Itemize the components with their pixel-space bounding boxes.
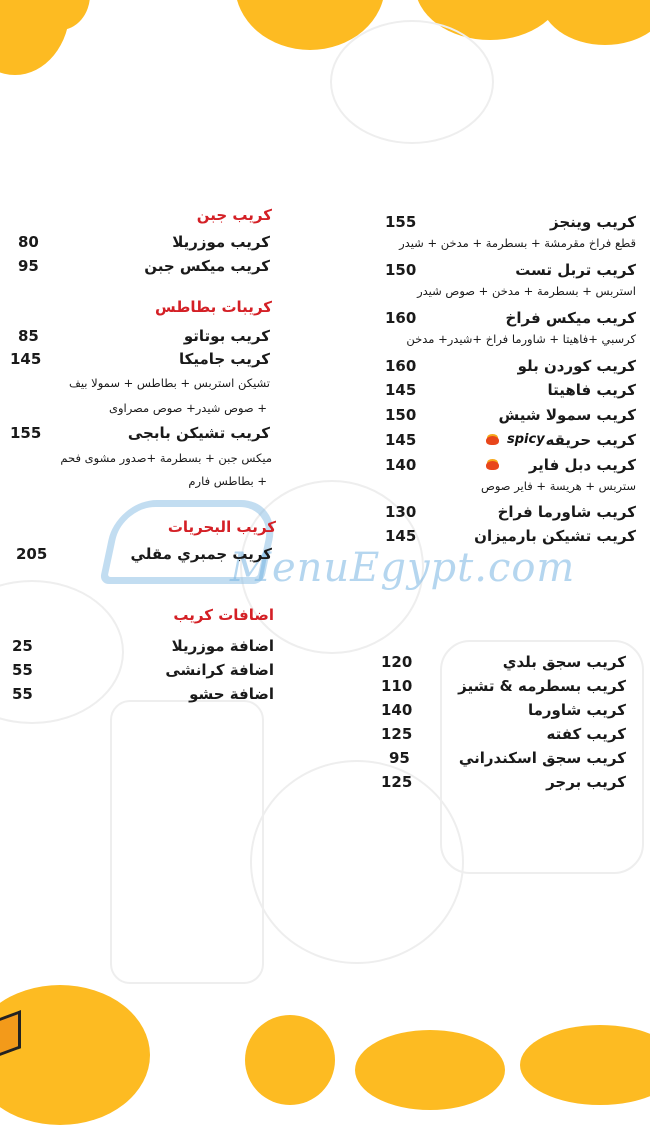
item-description: قطع فراخ مقرمشة + بسطرمة + مدخن + شيدر: [399, 236, 636, 250]
item-price: 150: [385, 261, 417, 279]
menu-item: [330, 258, 636, 282]
menu-item: [330, 378, 636, 402]
item-description: + صوص شيدر+ صوص مصراوى: [108, 401, 267, 415]
yellow-blob-bottom-left: [0, 985, 150, 1125]
item-name: كريب فاهيتا: [547, 381, 636, 399]
item-name: كريب جمبري مقلي: [130, 545, 272, 563]
menu-item: [330, 674, 626, 698]
item-name: كريب دبل فاير: [528, 456, 636, 474]
menu-item: [12, 634, 274, 658]
chili-icon: [486, 436, 499, 445]
menu-item: [330, 453, 636, 477]
item-description: ميكس جبن + بسطرمة +صدور مشوى فحم: [60, 451, 272, 465]
item-name: كريب بوتاتو: [183, 327, 270, 345]
item-name: كريب تشيكن بابجى: [127, 424, 270, 442]
menu-item: [330, 306, 636, 330]
watermark-text: MenuEgypt.com: [230, 545, 576, 591]
menu-item: [330, 524, 636, 548]
item-price: 140: [381, 701, 413, 719]
item-price: 80: [18, 233, 39, 251]
item-price: 95: [18, 257, 39, 275]
item-name: كريب سجق بلدي: [502, 653, 626, 671]
menu-item: [16, 542, 272, 566]
item-price: 55: [12, 661, 33, 679]
item-name: اضافة كرانشى: [165, 661, 274, 679]
section-title-cheese: كريب جبن: [196, 206, 272, 224]
item-price: 150: [385, 406, 417, 424]
item-price: 145: [385, 381, 417, 399]
section-title-extras: اضافات كريب: [173, 606, 274, 624]
item-name: اضافة موزريلا: [171, 637, 274, 655]
item-price: 155: [10, 424, 42, 442]
item-name: كريب برجر: [546, 773, 626, 791]
item-price: 145: [10, 350, 42, 368]
menu-item: [330, 722, 626, 746]
menu-item: [330, 746, 626, 770]
yellow-blob-bottom-center: [245, 1015, 335, 1105]
item-name: كريب شاورما فراخ: [497, 503, 636, 521]
item-name: كريب تشيكن بارميزان: [474, 527, 636, 545]
yellow-blob-bottom-right: [520, 1025, 650, 1105]
item-name: كريب حريقه: [545, 431, 636, 449]
item-price: 140: [385, 456, 417, 474]
item-name: كريب تربل تست: [515, 261, 636, 279]
menu-item: [330, 354, 636, 378]
menu-item: [18, 324, 270, 348]
item-price: 160: [385, 309, 417, 327]
spicy-badge: spicy: [507, 432, 545, 447]
item-price: 155: [385, 213, 417, 231]
menu-item: [330, 428, 636, 452]
item-price: 205: [16, 545, 48, 563]
item-price: 130: [385, 503, 417, 521]
corner-mark: [0, 1010, 21, 1056]
item-price: 145: [385, 527, 417, 545]
item-description: + بطاطس فارم: [188, 474, 267, 488]
item-price: 145: [385, 431, 417, 449]
item-price: 55: [12, 685, 33, 703]
item-name: كريب سجق اسكندراني: [458, 749, 626, 767]
menu-item: [330, 770, 626, 794]
item-price: 125: [381, 773, 413, 791]
item-name: كريب ميكس جبن: [144, 257, 270, 275]
item-name: كريب موزريلا: [172, 233, 270, 251]
menu-item: [10, 421, 270, 445]
chili-icon: [486, 461, 499, 470]
menu-item: [12, 658, 274, 682]
menu-item: [12, 682, 274, 706]
menu-item: [10, 347, 270, 371]
item-name: كريب ميكس فراخ: [505, 309, 636, 327]
sketch-pot: [330, 20, 494, 144]
item-price: 125: [381, 725, 413, 743]
item-name: كريب جاميكا: [179, 350, 270, 368]
section-title-potato: كريبات بطاطس: [155, 298, 272, 316]
item-name: كريب سمولا شيش: [498, 406, 636, 424]
item-description: استربس + بسطرمة + مدخن + صوص شيدر: [417, 284, 636, 298]
menu-item: [18, 230, 270, 254]
item-name: اضافة حشو: [189, 685, 274, 703]
item-description: تشيكن استربس + بطاطس + سمولا بيف: [68, 376, 270, 390]
sketch-glass: [110, 700, 264, 984]
item-name: كريب شاورما: [527, 701, 626, 719]
item-name: كريب وينجز: [549, 213, 636, 231]
item-price: 85: [18, 327, 39, 345]
item-price: 160: [385, 357, 417, 375]
yellow-blob-top-right-2: [540, 0, 650, 45]
section-title-seafood: كريب البحريات: [167, 518, 276, 536]
menu-item: [330, 500, 636, 524]
item-name: كريب بسطرمه & تشيز: [458, 677, 626, 695]
menu-item: [330, 698, 626, 722]
item-price: 95: [389, 749, 410, 767]
menu-item: [330, 210, 636, 234]
yellow-blob-bottom-center-2: [355, 1030, 505, 1110]
item-price: 25: [12, 637, 33, 655]
menu-item: [330, 650, 626, 674]
item-description: ستربس + هريسة + فاير صوص: [480, 479, 636, 493]
item-price: 110: [381, 677, 413, 695]
item-price: 120: [381, 653, 413, 671]
item-description: كرسبي +فاهيتا + شاورما فراخ +شيدر+ مدخن: [406, 332, 636, 346]
item-name: كريب كوردن بلو: [517, 357, 636, 375]
menu-item: [330, 403, 636, 427]
item-name: كريب كفته: [546, 725, 626, 743]
menu-item: [18, 254, 270, 278]
